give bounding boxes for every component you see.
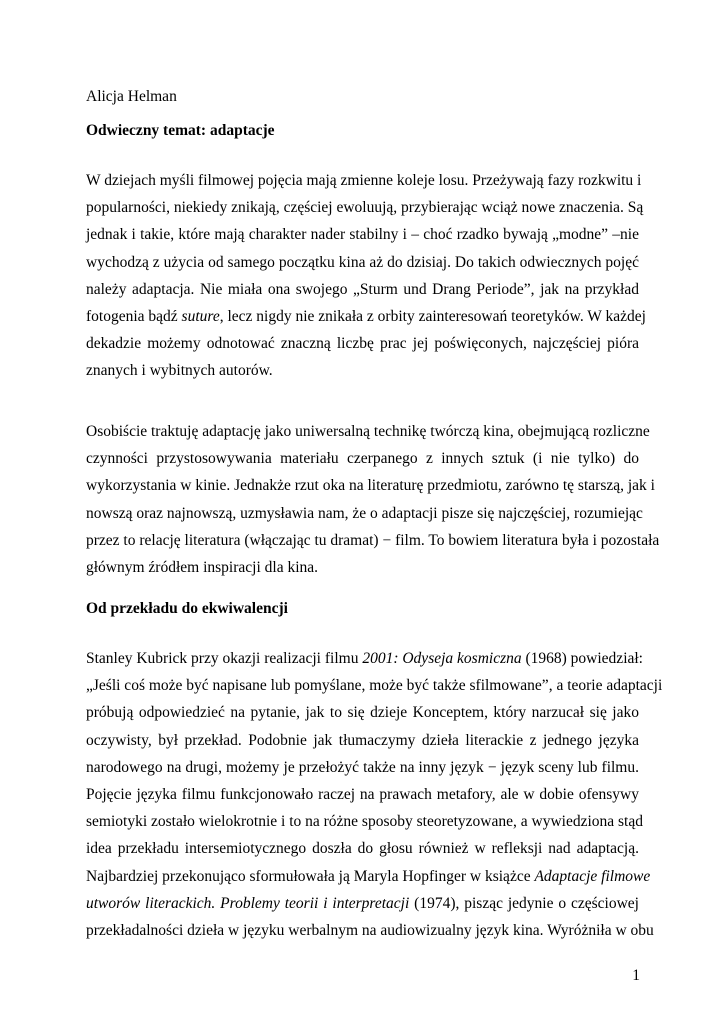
section-heading: Od przekładu do ekwiwalencji <box>86 600 288 617</box>
paragraph-line: jednak i takie, które mają charakter nader stabilny i – choć rzadko bywają „modne” –nie <box>86 226 639 244</box>
paragraph-line: czynności przystosowywania materiału czerpanego z innych sztuk (i nie tylko) do <box>86 450 639 468</box>
line-segment: , lecz nigdy nie znikała z orbity zainteresowań teoretyków. W każdej <box>219 308 646 326</box>
paragraph-line <box>86 645 643 672</box>
author-name: Alicja Helman <box>86 88 177 105</box>
paragraph-line: wychodzą z użycia od samego początku kina aż do dzisiaj. Do takich odwiecznych pojęć <box>86 253 639 271</box>
line-segment: Stanley Kubrick przy okazji realizacji filmu <box>86 650 363 667</box>
paragraph-line: próbują odpowiedzieć na pytanie, jak to się dzieje Konceptem, który narzucał się jako <box>86 704 639 722</box>
line-segment: (1968) powiedział: <box>521 650 643 667</box>
line-segment: Najbardziej przekonująco sformułowała ją Maryla Hopfinger w książce <box>86 867 535 885</box>
paragraph-adaptation <box>86 418 660 581</box>
italic-term: suture <box>181 308 220 326</box>
document-title: Odwieczny temat: adaptacje <box>86 122 275 139</box>
paragraph-line: dekadzie możemy odnotować znaczną liczbę prac jej poświęconych, najczęściej pióra <box>86 335 639 353</box>
paragraph-line <box>86 890 639 917</box>
italic-film-title: 2001: Odyseja kosmiczna <box>362 650 522 667</box>
paragraph-line <box>86 303 646 330</box>
paragraph-intro <box>86 167 646 385</box>
paragraph-line: narodowego na drugi, możemy je przełożyć także na inny język − język sceny lub filmu. <box>86 758 639 776</box>
paragraph-line: przekładalności dzieła w języku werbalnym na audiowizualny język kina. Wyróżniła w obu <box>86 922 654 940</box>
paragraph-line <box>86 863 651 890</box>
paragraph-line: przez to relację literatura (włączając tu dramat) − film. To bowiem literatura była i pozostała <box>86 531 660 549</box>
paragraph-line: należy adaptacja. Nie miała ona swojego „Sturm und Drang Periode”, jak na przykład <box>86 280 639 298</box>
page-number: 1 <box>632 967 640 984</box>
paragraph-line: „Jeśli coś może być napisane lub pomyślane, może być także sfilmowane”, a teorie adaptacji <box>86 677 663 695</box>
paragraph-translation <box>86 645 663 944</box>
paragraph-line: W dziejach myśli filmowej pojęcia mają zmienne koleje losu. Przeżywają fazy rozkwitu i <box>86 172 642 189</box>
paragraph-line: głównym źródłem inspiracji dla kina. <box>86 559 319 577</box>
paragraph-line: Osobiście traktuję adaptację jako uniwersalną technikę twórczą kina, obejmującą rozliczne <box>86 423 650 440</box>
paragraph-line: Pojęcie języka filmu funkcjonowało raczej na prawach metafory, ale w dobie ofensywy <box>86 786 639 804</box>
line-segment: fotogenia bądź <box>86 308 182 326</box>
paragraph-line: semiotyki zostało wielokrotnie i to na różne sposoby steoretyzowane, a wywiedziona stąd <box>86 813 643 831</box>
paragraph-line: idea przekładu intersemiotycznego doszła do głosu również w refleksji nad adaptacją. <box>86 840 639 858</box>
paragraph-line: znanych i wybitnych autorów. <box>86 362 273 380</box>
paragraph-line: oczywisty, był przekład. Podobnie jak tłumaczymy dzieła literackie z jednego języka <box>86 731 639 749</box>
paragraph-line: wykorzystania w kinie. Jednakże rzut oka na literaturę przedmiotu, zarówno tę starszą, jak i <box>86 477 655 495</box>
italic-book-title: utworów literackich. Problemy teorii i interpretacji <box>86 894 410 912</box>
italic-book-title: Adaptacje filmowe <box>534 867 651 885</box>
line-segment: (1974), pisząc jedynie o częściowej <box>409 894 639 912</box>
paragraph-line: popularności, niekiedy znikają, częściej ewoluują, przybierając wciąż nowe znaczenia. Są <box>86 199 644 217</box>
paragraph-line: nowszą oraz najnowszą, uzmysławia nam, że o adaptacji pisze się najczęściej, rozumiejąc <box>86 504 643 522</box>
